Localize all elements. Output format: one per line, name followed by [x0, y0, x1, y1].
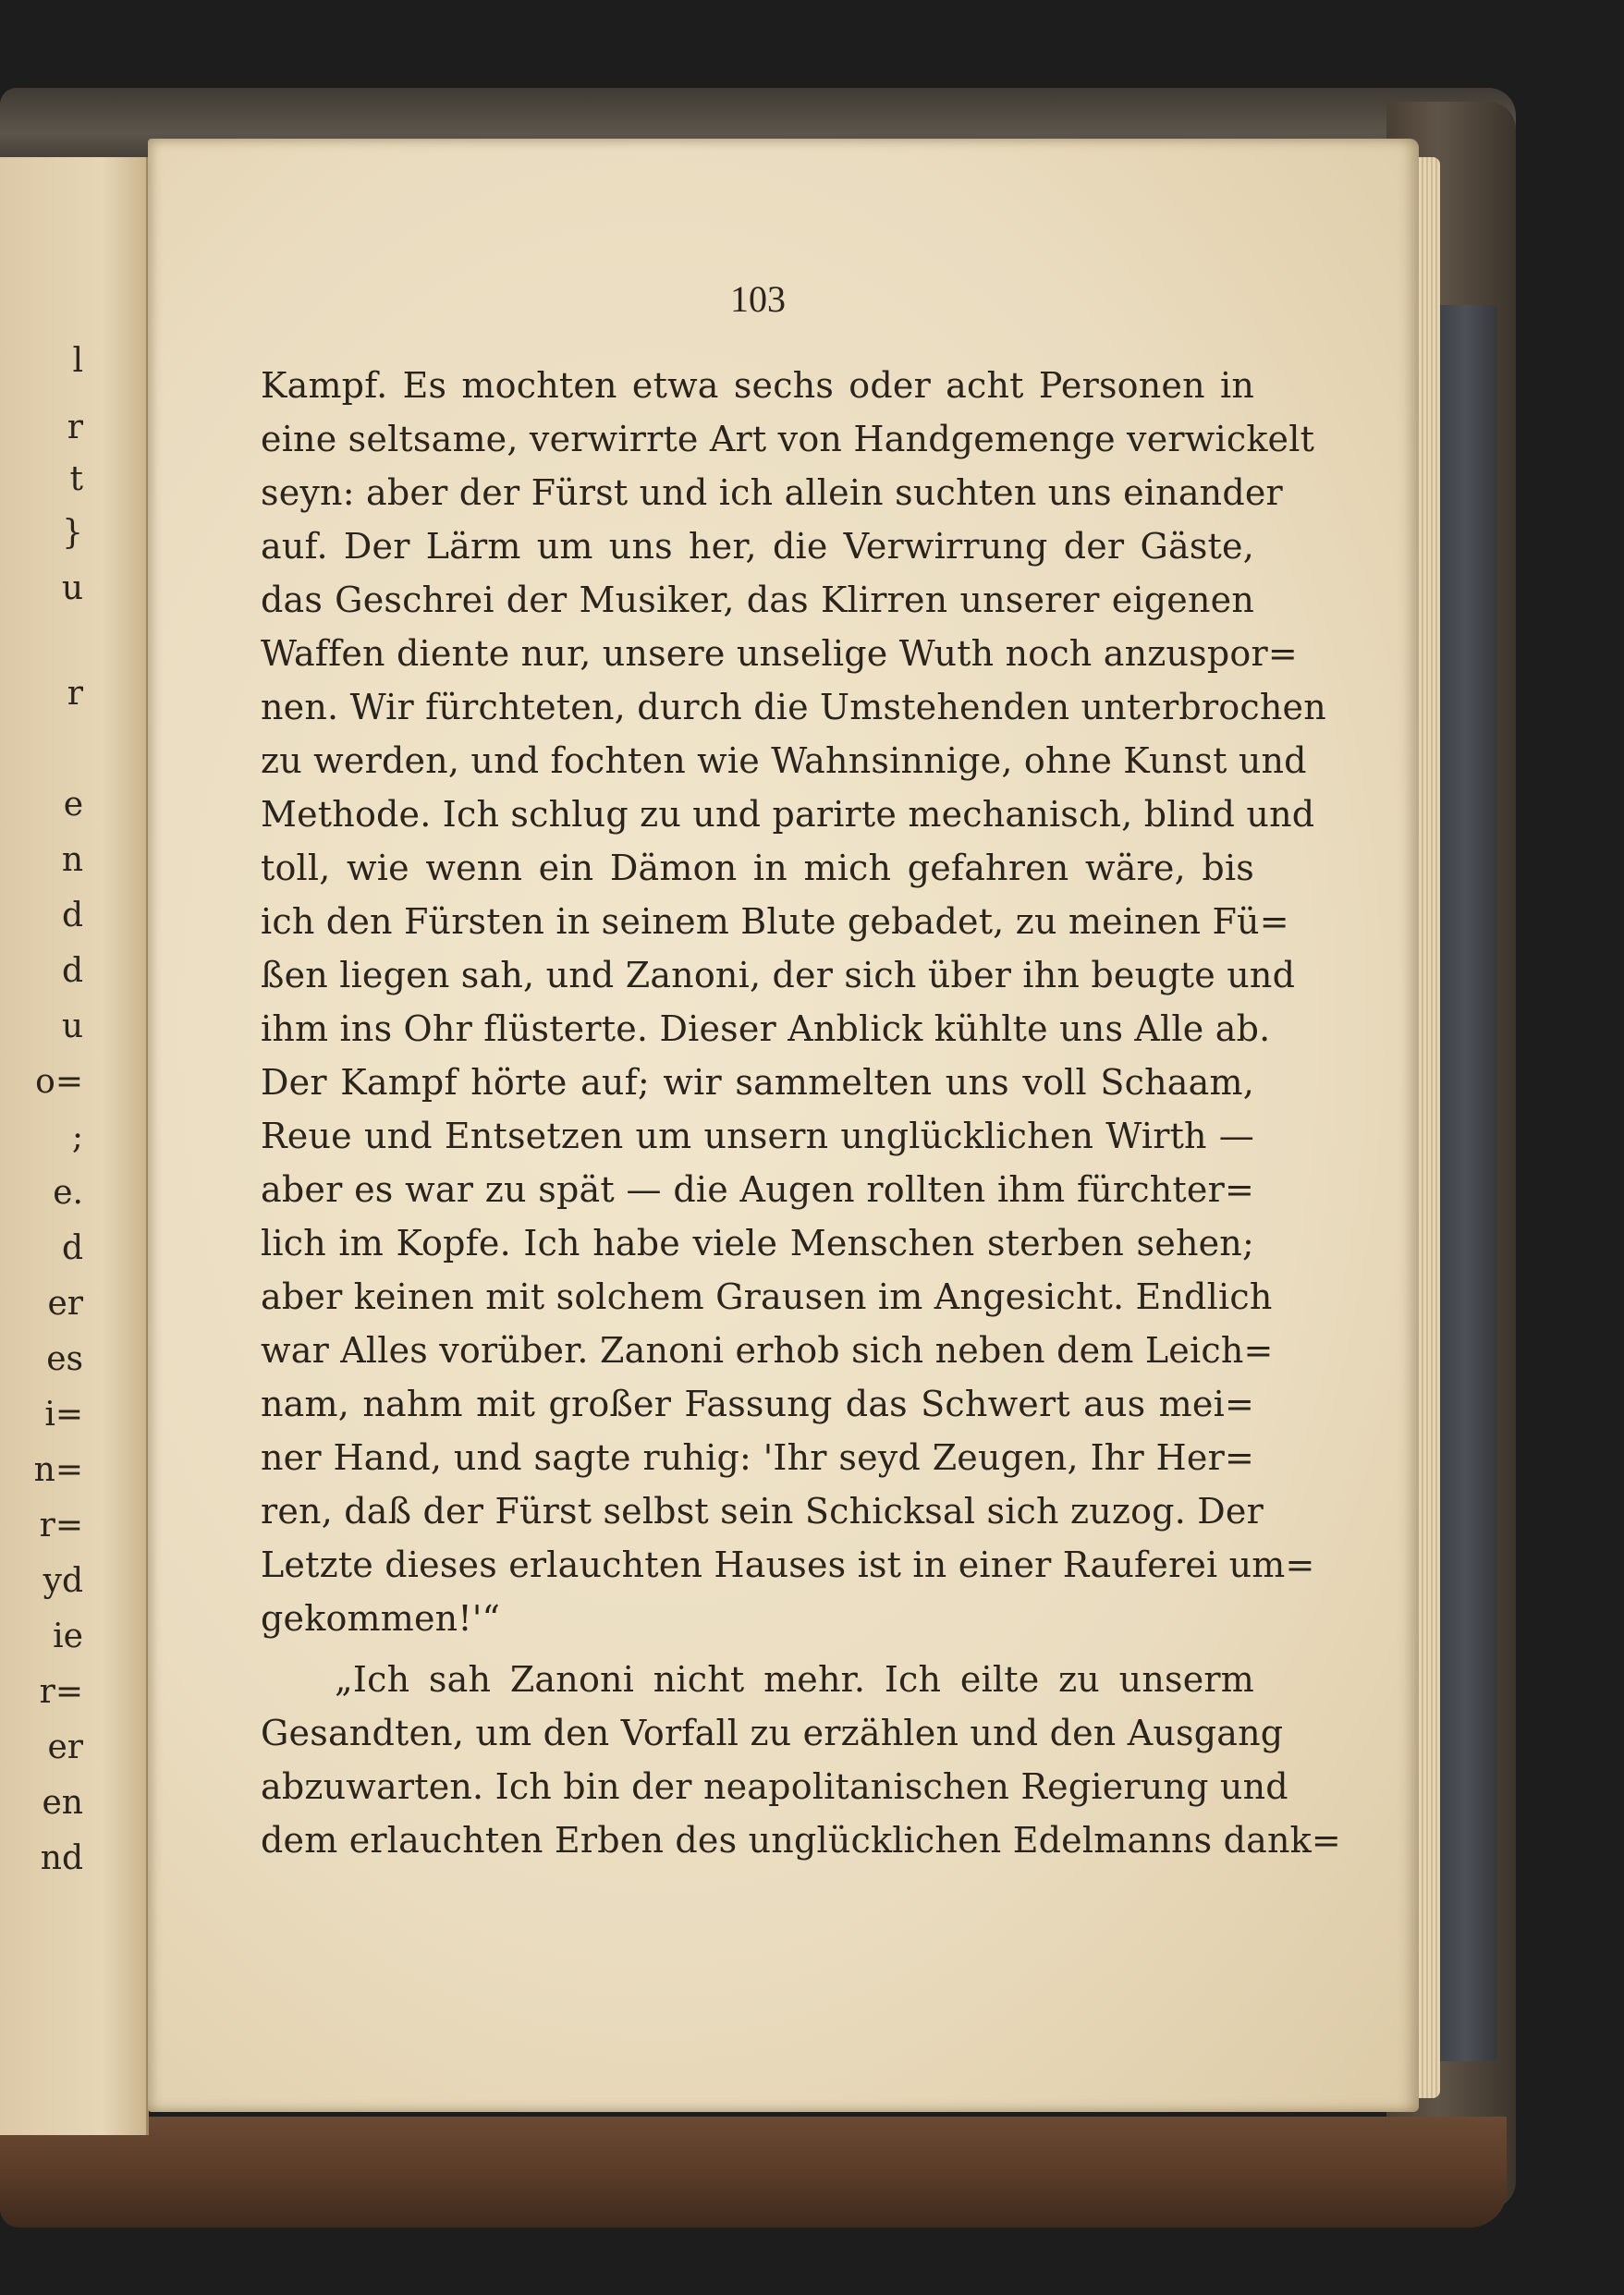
text-line: toll, wie wenn ein Dämon in mich gefahren wäre, bis	[261, 848, 1254, 888]
book-spine-cloth	[1433, 305, 1497, 2061]
left-fragment: r=	[39, 1673, 83, 1711]
left-fragment: ;	[71, 1118, 83, 1156]
left-fragment: n=	[33, 1451, 83, 1489]
text-line: lich im Kopfe. Ich habe viele Menschen sterben sehen;	[261, 1223, 1254, 1263]
text-line: nam, nahm mit großer Fassung das Schwert aus mei=	[261, 1384, 1254, 1424]
left-fragment: yd	[43, 1562, 83, 1600]
text-line: nen. Wir fürchteten, durch die Umstehenden unterbrochen	[261, 687, 1326, 727]
left-fragment: er	[47, 1728, 83, 1766]
text-line: Kampf. Es mochten etwa sechs oder acht Personen in	[261, 365, 1254, 406]
left-fragment: n	[61, 841, 83, 879]
text-line: Reue und Entsetzen um unsern unglücklichen Wirth —	[261, 1116, 1254, 1156]
left-fragment: r	[67, 675, 83, 713]
text-line: Waffen diente nur, unsere unselige Wuth noch anzuspor=	[261, 633, 1298, 674]
left-fragment: t	[69, 460, 83, 498]
text-line: „Ich sah Zanoni nicht mehr. Ich eilte zu unserm	[335, 1659, 1254, 1700]
left-fragment: en	[42, 1784, 83, 1822]
text-line: abzuwarten. Ich bin der neapolitanischen Regierung und	[261, 1766, 1288, 1807]
text-line: aber keinen mit solchem Grausen im Angesicht. Endlich	[261, 1276, 1273, 1317]
text-line: seyn: aber der Fürst und ich allein suchten uns einander	[261, 472, 1283, 513]
book-cover-bottom	[0, 2117, 1507, 2228]
left-fragment: d	[61, 952, 83, 990]
text-line: Letzte dieses erlauchten Hauses ist in einer Rauferei um=	[261, 1544, 1315, 1585]
text-line: war Alles vorüber. Zanoni erhob sich neben dem Leich=	[261, 1330, 1274, 1371]
page-number: 103	[730, 278, 786, 320]
left-fragment: o=	[35, 1063, 83, 1101]
text-line: dem erlauchten Erben des unglücklichen Edelmanns dank=	[261, 1820, 1341, 1861]
text-line: ihm ins Ohr flüsterte. Dieser Anblick kühlte uns Alle ab.	[261, 1008, 1271, 1049]
text-line: zu werden, und fochten wie Wahnsinnige, ohne Kunst und	[261, 740, 1307, 781]
left-fragment: }	[62, 514, 83, 552]
left-fragment: u	[61, 569, 83, 607]
text-line: Gesandten, um den Vorfall zu erzählen und den Ausgang	[261, 1713, 1284, 1753]
text-line: ich den Fürsten in seinem Blute gebadet, zu meinen Fü=	[261, 901, 1289, 942]
text-line: ner Hand, und sagte ruhig: 'Ihr seyd Zeugen, Ihr Her=	[261, 1437, 1254, 1478]
left-fragment: d	[61, 897, 83, 934]
text-line: eine seltsame, verwirrte Art von Handgemenge verwickelt	[261, 419, 1315, 459]
left-fragment: er	[47, 1285, 83, 1323]
left-fragment: e	[63, 786, 83, 824]
text-line: das Geschrei der Musiker, das Klirren unserer eigenen	[261, 580, 1254, 620]
left-fragment: nd	[40, 1839, 83, 1877]
left-fragment: i=	[44, 1396, 83, 1434]
left-fragment: d	[61, 1229, 83, 1267]
left-fragment: ie	[53, 1617, 83, 1655]
text-line: Methode. Ich schlug zu und parirte mechanisch, blind und	[261, 794, 1315, 835]
text-line: ßen liegen sah, und Zanoni, der sich über ihn beugte und	[261, 955, 1296, 995]
left-fragment: r=	[39, 1507, 83, 1544]
text-line: ren, daß der Fürst selbst sein Schicksal sich zuzog. Der	[261, 1491, 1264, 1532]
text-line: aber es war zu spät — die Augen rollten ihm fürchter=	[261, 1169, 1254, 1210]
text-line: Der Kampf hörte auf; wir sammelten uns voll Schaam,	[261, 1062, 1254, 1103]
left-fragment: e.	[53, 1174, 83, 1212]
left-fragment: l	[72, 342, 83, 380]
text-line: auf. Der Lärm um uns her, die Verwirrung der Gäste,	[261, 526, 1254, 567]
left-fragment: u	[61, 1007, 83, 1045]
text-line: gekommen!'“	[261, 1598, 501, 1639]
left-fragment: es	[46, 1340, 83, 1378]
left-fragment: r	[67, 409, 83, 446]
